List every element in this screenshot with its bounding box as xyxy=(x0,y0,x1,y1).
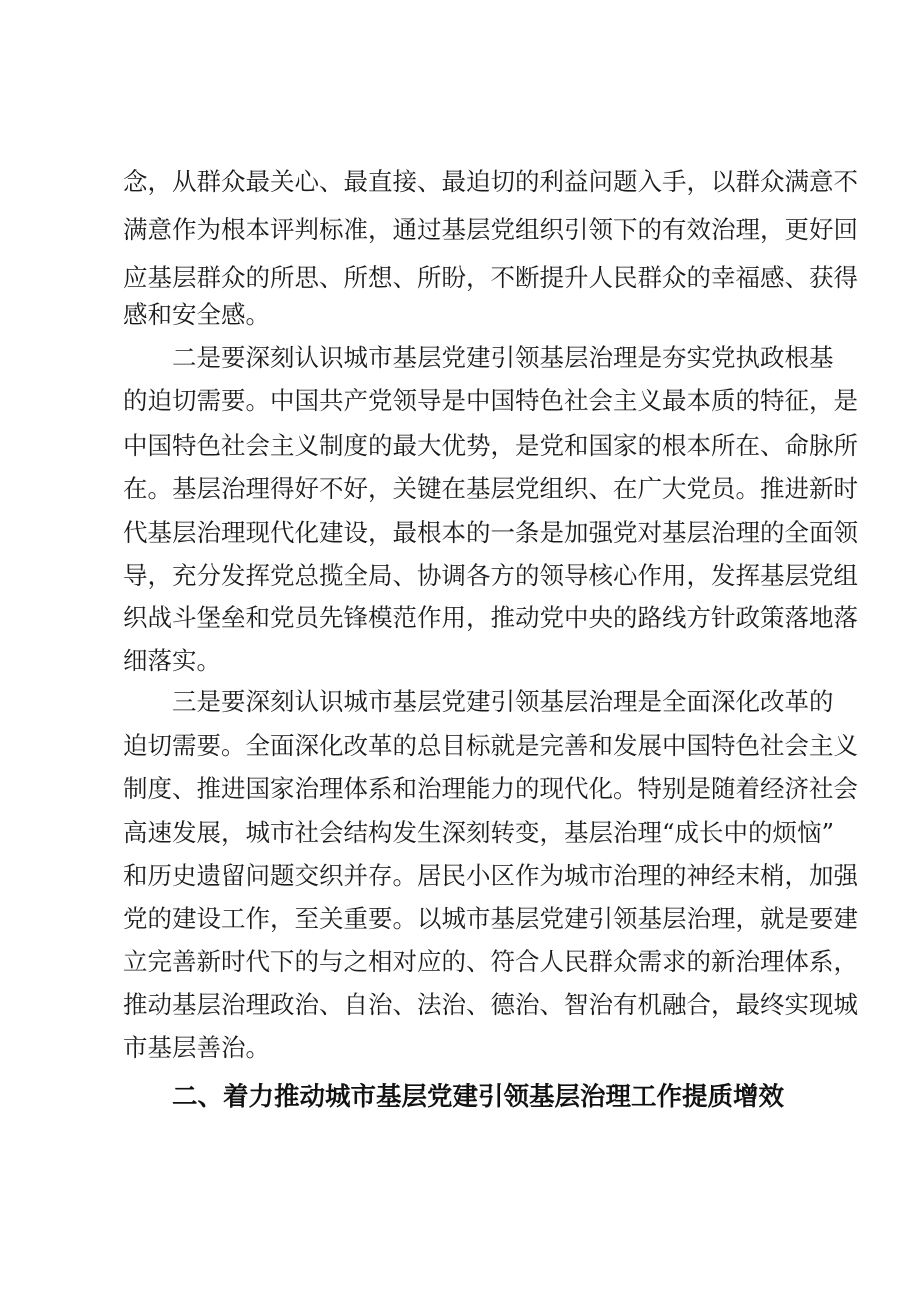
text-line: 立完善新时代下的与之相对应的、符合人民群众需求的新治理体系， xyxy=(123,947,858,976)
text-line: 细落实。 xyxy=(123,646,221,675)
text-line: 高速发展，城市社会结构发生深刻转变，基层治理“成长中的烦恼” xyxy=(123,818,835,847)
text-line: 制度、推进国家治理体系和治理能力的现代化。特别是随着经济社会 xyxy=(123,774,858,803)
text-line: 三是要深刻认识城市基层党建引领基层治理是全面深化改革的 xyxy=(172,687,834,716)
text-line: 推动基层治理政治、自治、法治、德治、智治有机融合，最终实现城 xyxy=(123,990,858,1019)
text-line: 导，充分发挥党总揽全局、协调各方的领导核心作用，发挥基层党组 xyxy=(123,561,858,590)
text-line: 二是要深刻认识城市基层党建引领基层治理是夯实党执政根基 xyxy=(172,343,834,372)
text-line: 迫切需要。全面深化改革的总目标就是完善和发展中国特色社会主义 xyxy=(123,731,858,760)
text-line: 和历史遗留问题交织并存。居民小区作为城市治理的神经末梢，加强 xyxy=(123,861,858,890)
text-line: 市基层善治。 xyxy=(123,1033,270,1062)
text-line: 党的建设工作，至关重要。以城市基层党建引领基层治理，就是要建 xyxy=(123,904,858,933)
text-line: 代基层治理现代化建设，最根本的一条是加强党对基层治理的全面领 xyxy=(123,518,858,547)
text-line: 在。基层治理得好不好，关键在基层党组织、在广大党员。推进新时 xyxy=(123,474,858,503)
text-line: 应基层群众的所思、所想、所盼，不断提升人民群众的幸福感、获得 xyxy=(123,263,858,292)
text-line: 满意作为根本评判标准，通过基层党组织引领下的有效治理，更好回 xyxy=(123,215,858,244)
text-line: 中国特色社会主义制度的最大优势，是党和国家的根本所在、命脉所 xyxy=(123,431,858,460)
text-line: 念，从群众最关心、最直接、最迫切的利益问题入手，以群众满意不 xyxy=(123,167,858,196)
text-line: 的迫切需要。中国共产党领导是中国特色社会主义最本质的特征，是 xyxy=(123,386,858,415)
text-line: 感和安全感。 xyxy=(123,300,270,329)
section-heading: 二、着力推动城市基层党建引领基层治理工作提质增效 xyxy=(172,1082,785,1112)
text-line: 织战斗堡垒和党员先锋模范作用，推动党中央的路线方针政策落地落 xyxy=(123,603,858,632)
